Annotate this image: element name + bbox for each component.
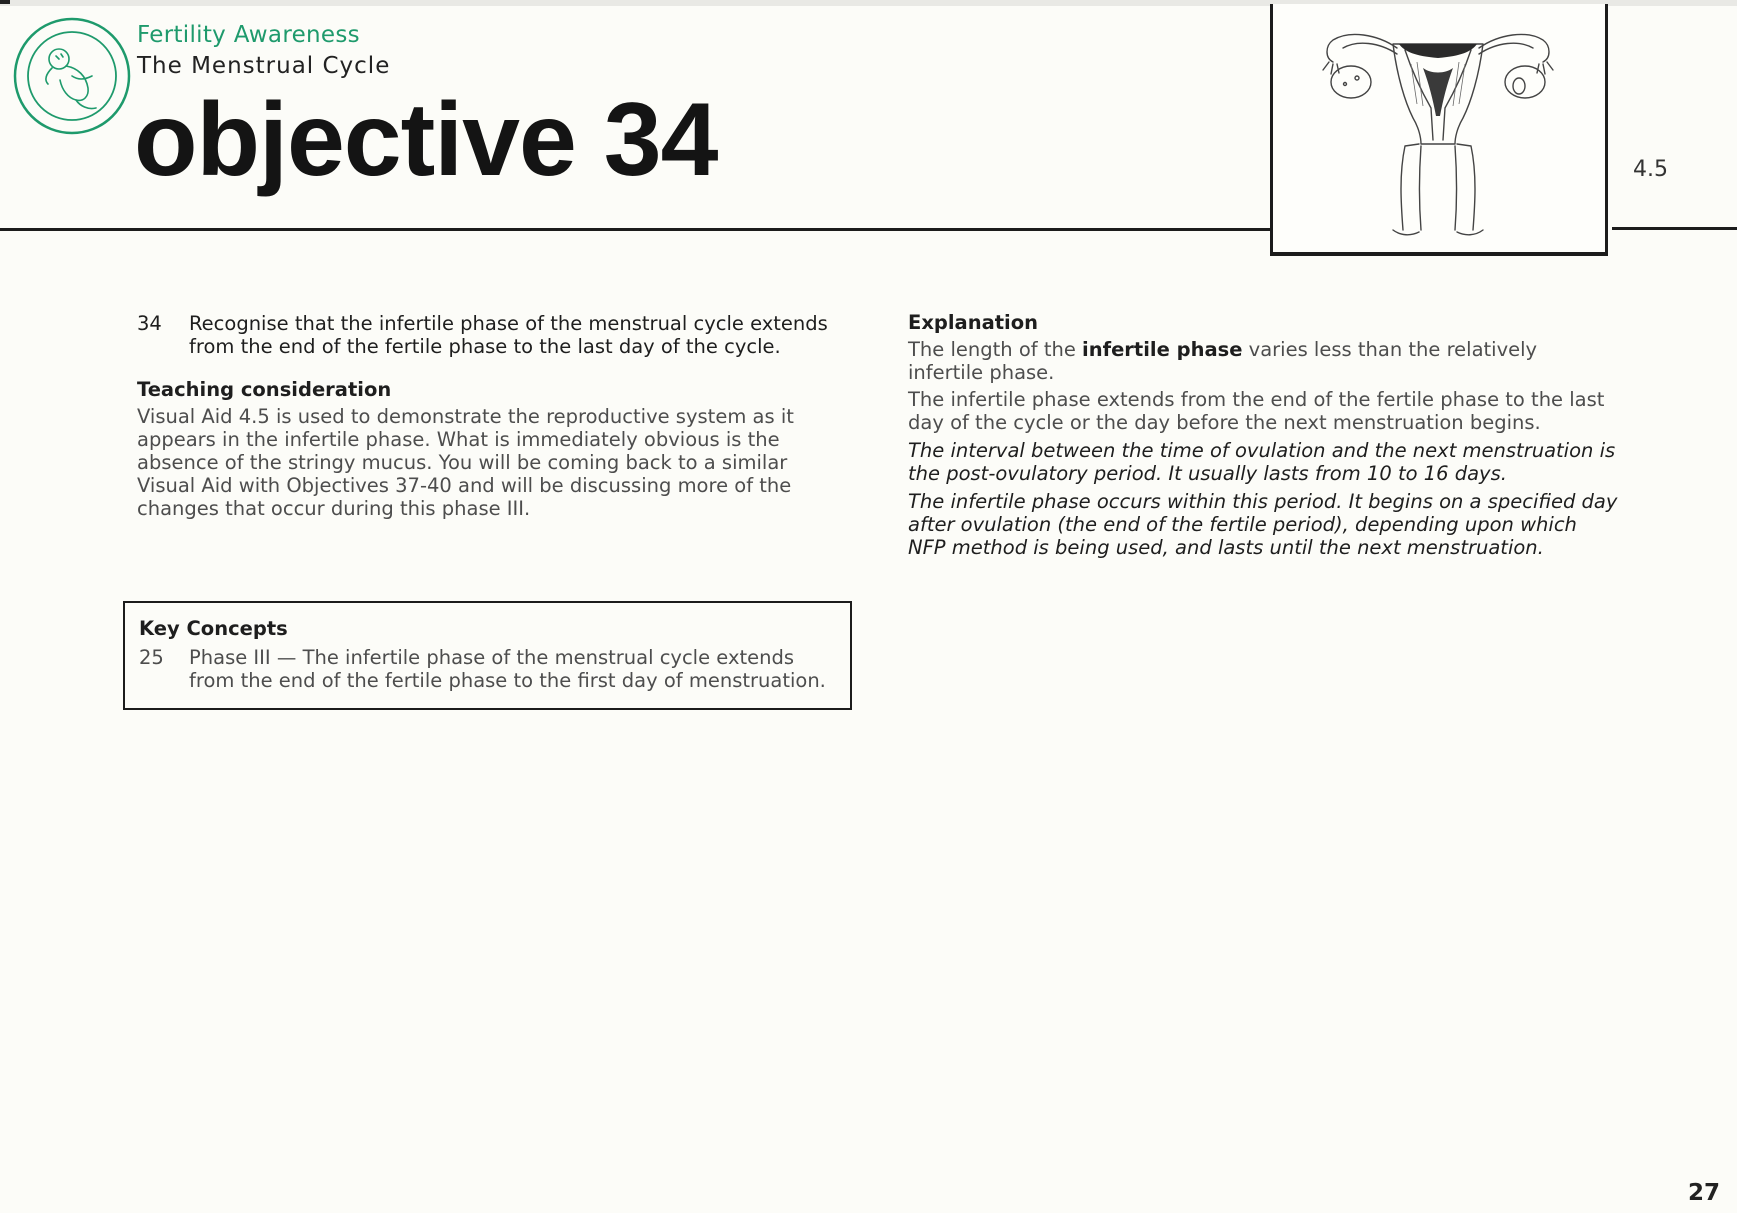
visual-aid-frame <box>1270 4 1608 256</box>
key-concept-text: Phase III — The infertile phase of the menstrual cycle extends from the end of the fertile phase to the first day of menstruation. <box>189 646 826 692</box>
objective-statement <box>137 312 837 358</box>
explanation-paragraph-1 <box>908 338 1618 384</box>
explanation-p1-start: The length of the <box>908 338 1083 361</box>
series-title: Fertility Awareness <box>137 22 360 48</box>
baby-logo-icon <box>12 16 132 136</box>
top-rule-mark <box>0 0 10 4</box>
explanation-paragraph-4: The infertile phase occurs within this period. It begins on a specified day after ovulation (the end of the fertile period), depending upon which NFP method is being used, and lasts until the next menstruation. <box>908 490 1618 559</box>
header-rule <box>0 228 1272 231</box>
right-column <box>908 311 1618 559</box>
objective-number: 34 <box>137 312 162 335</box>
objective-text: Recognise that the infertile phase of the menstrual cycle extends from the end of the fertile phase to the last day of the cycle. <box>189 312 828 358</box>
explanation-paragraph-2: The infertile phase extends from the end of the fertile phase to the last day of the cycle or the day before the next menstruation begins. <box>908 388 1605 434</box>
key-concepts-heading: Key Concepts <box>139 617 288 640</box>
header-rule-right <box>1612 227 1737 230</box>
page-number: 27 <box>1688 1180 1721 1206</box>
objective-headline: objective 34 <box>134 82 718 198</box>
reproductive-system-illustration <box>1273 4 1605 252</box>
visual-aid-number: 4.5 <box>1633 157 1668 182</box>
key-concept-item <box>139 646 850 692</box>
left-column <box>137 312 837 520</box>
teaching-body: Visual Aid 4.5 is used to demonstrate the reproductive system as it appears in the infertile phase. What is immediately obvious is the absence of the stringy mucus. You will be coming back to a similar Visual Aid with Objectives 37-40 and will be discussing more of the changes that occur during this phase III. <box>137 405 794 520</box>
infertile-phase-term: infertile phase <box>1082 338 1243 361</box>
explanation-heading: Explanation <box>908 311 1039 334</box>
section-subtitle: The Menstrual Cycle <box>137 53 391 79</box>
explanation-paragraph-3: The interval between the time of ovulation and the next menstruation is the post-ovulatory period. It usually lasts from 10 to 16 days. <box>908 439 1616 485</box>
key-concepts-box <box>123 601 852 710</box>
explanation-p1-end: varies less than the relatively infertile phase. <box>908 338 1538 384</box>
key-concept-number: 25 <box>139 646 164 669</box>
teaching-heading: Teaching consideration <box>137 378 392 401</box>
